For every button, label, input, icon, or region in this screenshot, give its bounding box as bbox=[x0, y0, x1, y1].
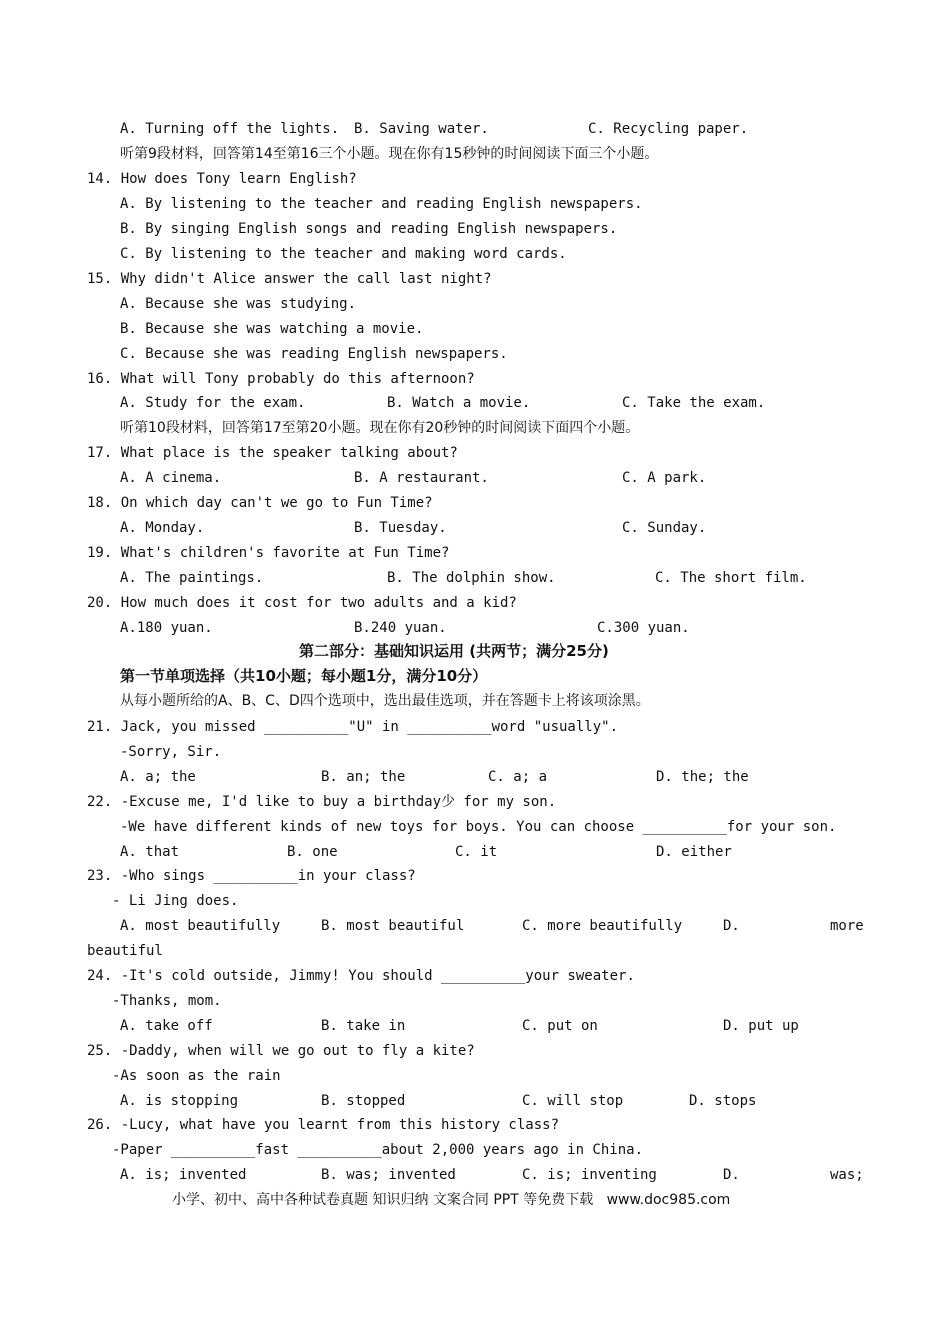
q20-option-c: C.300 yuan. bbox=[597, 620, 690, 636]
q21-option-a: A. a; the bbox=[120, 769, 196, 785]
q25-option-c: C. will stop bbox=[522, 1093, 624, 1109]
q26-option-a: A. is; invented bbox=[120, 1167, 247, 1183]
q21-stem: 21. Jack, you missed __________"U" in __________word "usually". bbox=[87, 719, 619, 735]
q25-reply: -As soon as the rain bbox=[112, 1068, 281, 1084]
q14-option-b: B. By singing English songs and reading English newspapers. bbox=[120, 221, 618, 237]
q20-stem: 20. How much does it cost for two adults and a kid? bbox=[87, 595, 517, 611]
q26-option-d: D. bbox=[723, 1167, 740, 1183]
section1-title: 第一节单项选择（共10小题；每小题1分，满分10分） bbox=[120, 667, 488, 685]
q26-option-b: B. was; invented bbox=[321, 1167, 456, 1183]
q15-option-c: C. Because she was reading English newspapers. bbox=[120, 346, 508, 362]
q15-stem: 15. Why didn't Alice answer the call last night? bbox=[87, 271, 492, 287]
q16-stem: 16. What will Tony probably do this afternoon? bbox=[87, 371, 475, 387]
q14-option-c: C. By listening to the teacher and making word cards. bbox=[120, 246, 567, 262]
q17-option-a: A. A cinema. bbox=[120, 470, 222, 486]
q21-reply: -Sorry, Sir. bbox=[120, 744, 222, 760]
q23-stem: 23. -Who sings __________in your class? bbox=[87, 868, 416, 884]
q18-stem: 18. On which day can't we go to Fun Time? bbox=[87, 495, 433, 511]
q25-option-d: D. stops bbox=[689, 1093, 757, 1109]
q22-option-b: B. one bbox=[287, 844, 338, 860]
q26-stem: 26. -Lucy, what have you learnt from this history class? bbox=[87, 1117, 560, 1133]
q16-option-a: A. Study for the exam. bbox=[120, 395, 306, 411]
section10-instruction: 听第10段材料，回答第17至第20小题。现在你有20秒钟的时间阅读下面四个小题。 bbox=[120, 420, 640, 436]
q17-option-b: B. A restaurant. bbox=[354, 470, 489, 486]
q18-option-c: C. Sunday. bbox=[622, 520, 707, 536]
q22-option-a: A. that bbox=[120, 844, 180, 860]
q21-option-d: D. the; the bbox=[656, 769, 749, 785]
q22-stem: 22. -Excuse me, I'd like to buy a birthday少 for my son. bbox=[87, 794, 557, 810]
q20-option-a: A.180 yuan. bbox=[120, 620, 213, 636]
q19-option-a: A. The paintings. bbox=[120, 570, 264, 586]
q13-option-c: C. Recycling paper. bbox=[588, 121, 749, 137]
q22-reply: -We have different kinds of new toys for boys. You can choose __________for your son. bbox=[120, 819, 837, 835]
q24-stem: 24. -It's cold outside, Jimmy! You should __________your sweater. bbox=[87, 968, 635, 984]
q22-option-d: D. either bbox=[656, 844, 732, 860]
q24-option-b: B. take in bbox=[321, 1018, 406, 1034]
section1-instruction: 从每小题所给的A、B、C、D四个选项中，选出最佳选项，并在答题卡上将该项涂黑。 bbox=[120, 693, 650, 709]
q22-option-c: C. it bbox=[455, 844, 498, 860]
q26-option-d-cont: was; bbox=[830, 1167, 864, 1183]
q21-option-c: C. a; a bbox=[488, 769, 548, 785]
q20-option-b: B.240 yuan. bbox=[354, 620, 447, 636]
q23-reply: - Li Jing does. bbox=[112, 893, 239, 909]
q24-option-c: C. put on bbox=[522, 1018, 598, 1034]
q25-option-a: A. is stopping bbox=[120, 1093, 239, 1109]
q19-option-c: C. The short film. bbox=[655, 570, 807, 586]
q23-option-b: B. most beautiful bbox=[321, 918, 465, 934]
q13-option-b: B. Saving water. bbox=[354, 121, 489, 137]
q24-reply: -Thanks, mom. bbox=[112, 993, 222, 1009]
q19-stem: 19. What's children's favorite at Fun Time? bbox=[87, 545, 450, 561]
q17-stem: 17. What place is the speaker talking about? bbox=[87, 445, 458, 461]
q15-option-b: B. Because she was watching a movie. bbox=[120, 321, 424, 337]
q16-option-c: C. Take the exam. bbox=[622, 395, 766, 411]
q14-option-a: A. By listening to the teacher and reading English newspapers. bbox=[120, 196, 643, 212]
q19-option-b: B. The dolphin show. bbox=[387, 570, 556, 586]
q14-stem: 14. How does Tony learn English? bbox=[87, 171, 357, 187]
q15-option-a: A. Because she was studying. bbox=[120, 296, 357, 312]
q23-option-d-cont-2: beautiful bbox=[87, 943, 163, 959]
q24-option-a: A. take off bbox=[120, 1018, 213, 1034]
part2-title: 第二部分：基础知识运用 (共两节；满分25分) bbox=[299, 642, 609, 660]
q13-option-a: A. Turning off the lights. bbox=[120, 121, 340, 137]
section9-instruction: 听第9段材料，回答第14至第16三个小题。现在你有15秒钟的时间阅读下面三个小题。 bbox=[120, 146, 659, 162]
q23-option-d: D. bbox=[723, 918, 740, 934]
q17-option-c: C. A park. bbox=[622, 470, 707, 486]
q26-option-c: C. is; inventing bbox=[522, 1167, 657, 1183]
q24-option-d: D. put up bbox=[723, 1018, 799, 1034]
q21-option-b: B. an; the bbox=[321, 769, 406, 785]
q25-option-b: B. stopped bbox=[321, 1093, 406, 1109]
q16-option-b: B. Watch a movie. bbox=[387, 395, 531, 411]
q25-stem: 25. -Daddy, when will we go out to fly a kite? bbox=[87, 1043, 475, 1059]
q18-option-b: B. Tuesday. bbox=[354, 520, 447, 536]
q23-option-d-cont: more bbox=[830, 918, 864, 934]
page-footer: 小学、初中、高中各种试卷真题 知识归纳 文案合同 PPT 等免费下载 www.doc985.com bbox=[172, 1192, 731, 1208]
q18-option-a: A. Monday. bbox=[120, 520, 205, 536]
q23-option-a: A. most beautifully bbox=[120, 918, 281, 934]
q26-reply: -Paper __________fast __________about 2,000 years ago in China. bbox=[112, 1142, 644, 1158]
q23-option-c: C. more beautifully bbox=[522, 918, 683, 934]
